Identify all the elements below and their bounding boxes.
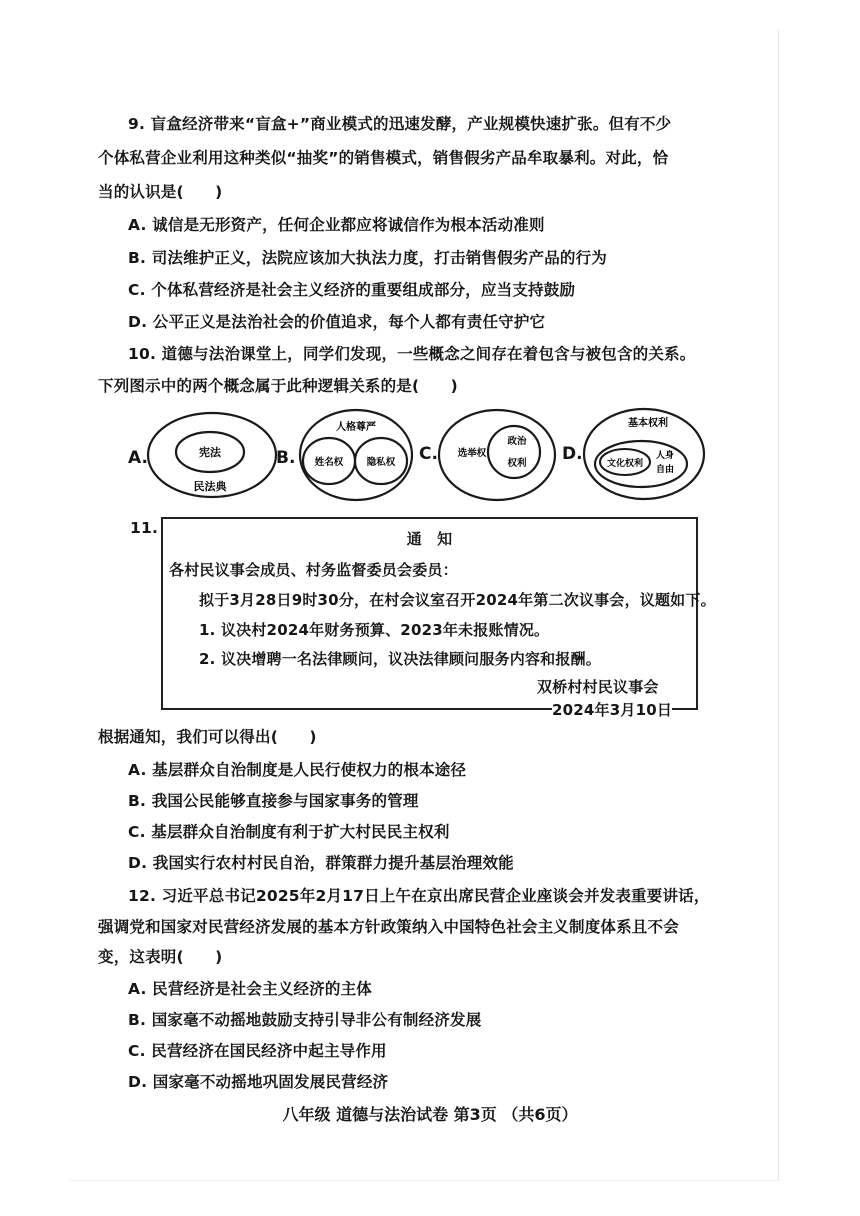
diagram-d-outer-label: 基本权利 (628, 418, 668, 429)
diagram-a (148, 413, 276, 497)
diagram-d (584, 409, 704, 499)
diagram-b-outer-label: 人格尊严 (336, 422, 376, 433)
q11-option-b: B. 我国公民能够直接参与国家事务的管理 (128, 792, 419, 810)
diagram-d-letter: D. (562, 444, 583, 464)
q9-option-d: D. 公平正义是法治社会的价值追求，每个人都有责任守护它 (128, 313, 546, 331)
notice-item-1: 1. 议决村2024年财务预算、2023年未报账情况。 (199, 621, 550, 639)
notice-date: 2024年3月10日 (552, 701, 673, 719)
q12-option-c: C. 民营经济在国民经济中起主导作用 (128, 1042, 387, 1060)
diagram-b-letter: B. (276, 448, 296, 468)
diagram-c-letter: C. (419, 444, 438, 464)
concept-diagrams (0, 400, 860, 510)
q9-stem-line1: 9. 盲盒经济带来“盲盒+”商业模式的迅速发酵，产业规模快速扩张。但有不少 (128, 115, 672, 133)
page-edge-line (778, 30, 779, 1180)
q9-option-c: C. 个体私营经济是社会主义经济的重要组成部分，应当支持鼓励 (128, 281, 576, 299)
notice-signer: 双桥村村民议事会 (537, 678, 659, 696)
notice-item-2: 2. 议决增聘一名法律顾问，议决法律顾问服务内容和报酬。 (199, 650, 601, 668)
page-bottom-line (70, 1180, 780, 1181)
q9-option-b: B. 司法维护正义，法院应该加大执法力度，打击销售假劣产品的行为 (128, 249, 608, 267)
q12-stem-line1: 12. 习近平总书记2025年2月17日上午在京出席民营企业座谈会并发表重要讲话， (128, 887, 710, 905)
q12-option-d: D. 国家毫不动摇地巩固发展民营经济 (128, 1073, 389, 1091)
q9-stem-line2: 个体私营企业利用这种类似“抽奖”的销售模式，销售假劣产品牟取暴利。对此，恰 (98, 149, 669, 167)
q12-option-b: B. 国家毫不动摇地鼓励支持引导非公有制经济发展 (128, 1011, 482, 1029)
diagram-a-letter: A. (128, 448, 148, 468)
q12-stem-line3: 变，这表明( ) (98, 948, 223, 966)
diagram-c-inner-label-2: 权利 (507, 458, 527, 469)
q11-number: 11. (130, 519, 159, 537)
q10-stem-line1: 10. 道德与法治课堂上，同学们发现，一些概念之间存在着包含与被包含的关系。 (128, 345, 696, 363)
notice-salutation: 各村民议事会成员、村务监督委员会委员： (169, 561, 458, 579)
diagram-c-inner-label-1: 政治 (507, 436, 527, 447)
diagram-b-right-label: 隐私权 (366, 457, 396, 468)
q11-option-c: C. 基层群众自治制度有利于扩大村民民主权利 (128, 823, 450, 841)
diagram-d-right-label-1: 人身 (655, 451, 675, 461)
diagram-c-left-label: 选举权 (457, 448, 487, 459)
q12-option-a: A. 民营经济是社会主义经济的主体 (128, 980, 372, 998)
q11-option-a: A. 基层群众自治制度是人民行使权力的根本途径 (128, 761, 467, 779)
diagram-c (439, 410, 555, 500)
q9-option-a: A. 诚信是无形资产，任何企业都应将诚信作为根本活动准则 (128, 216, 545, 234)
notice-title: 通 知 (406, 530, 453, 548)
diagram-b (300, 410, 412, 500)
q11-stem: 根据通知，我们可以得出( ) (98, 728, 317, 746)
diagram-a-inner-label: 宪法 (199, 446, 221, 459)
notice-body: 拟于3月28日9时30分，在村会议室召开2024年第二次议事会，议题如下。 (199, 591, 716, 609)
q10-stem-line2: 下列图示中的两个概念属于此种逻辑关系的是( ) (98, 377, 458, 395)
q11-option-d: D. 我国实行农村村民自治，群策群力提升基层治理效能 (128, 854, 514, 872)
diagram-c-inner-circle (488, 426, 540, 478)
page-footer: 八年级 道德与法治试卷 第3页 （共6页） (282, 1105, 578, 1124)
diagram-d-right-label-2: 自由 (655, 465, 675, 475)
notice-box (161, 517, 716, 719)
diagram-d-left-label: 文化权利 (606, 459, 644, 469)
q9-stem-line3: 当的认识是( ) (98, 183, 223, 201)
diagram-c-outer-ellipse (439, 410, 555, 500)
diagram-b-left-label: 姓名权 (314, 457, 344, 468)
diagram-a-outer-label: 民法典 (193, 480, 227, 493)
q12-stem-line2: 强调党和国家对民营经济发展的基本方针政策纳入中国特色社会主义制度体系且不会 (98, 918, 679, 936)
